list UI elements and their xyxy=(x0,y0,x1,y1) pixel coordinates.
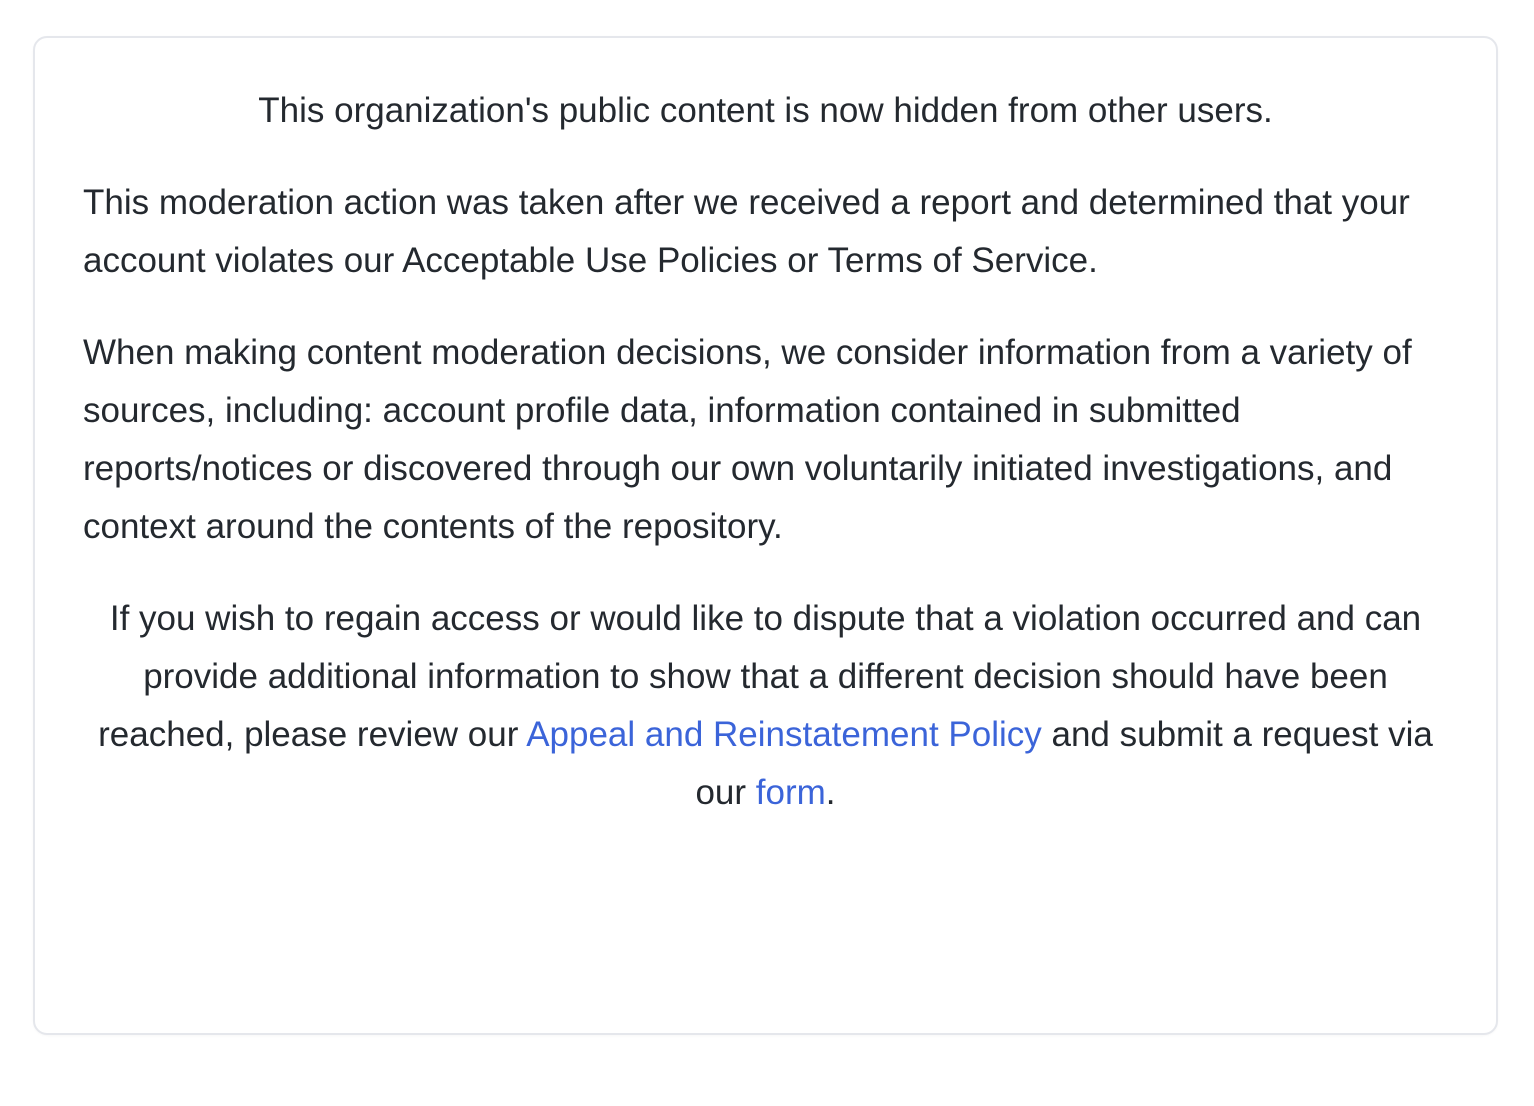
moderation-sources-paragraph: When making content moderation decisions, we consider information from a variety of sources, including: account profile data, information contained in submitted reports/notices or discovered through our own voluntarily initiated investigations, and context around the contents of the repository. xyxy=(83,333,1412,546)
moderation-action-paragraph: This moderation action was taken after we received a report and determined that your account violates our Acceptable Use Policies or Terms of Service. xyxy=(83,183,1410,280)
appeal-instructions-paragraph xyxy=(83,590,1448,822)
page-background xyxy=(0,36,1534,1035)
appeal-instructions-period: . xyxy=(825,773,836,812)
appeal-instructions-text: If you wish to regain access or would like to dispute that a violation occurred and can provide additional information to show that a different decision should have been reached, please review our xyxy=(98,599,1422,754)
appeal-instructions-text-2: and submit a request via our xyxy=(695,715,1433,812)
appeal-policy-link[interactable]: Appeal and Reinstatement Policy xyxy=(526,715,1042,754)
moderation-notice-card xyxy=(33,36,1498,1035)
request-form-link[interactable]: form xyxy=(755,773,826,812)
hidden-content-headline: This organization's public content is now hidden from other users. xyxy=(258,91,1273,130)
